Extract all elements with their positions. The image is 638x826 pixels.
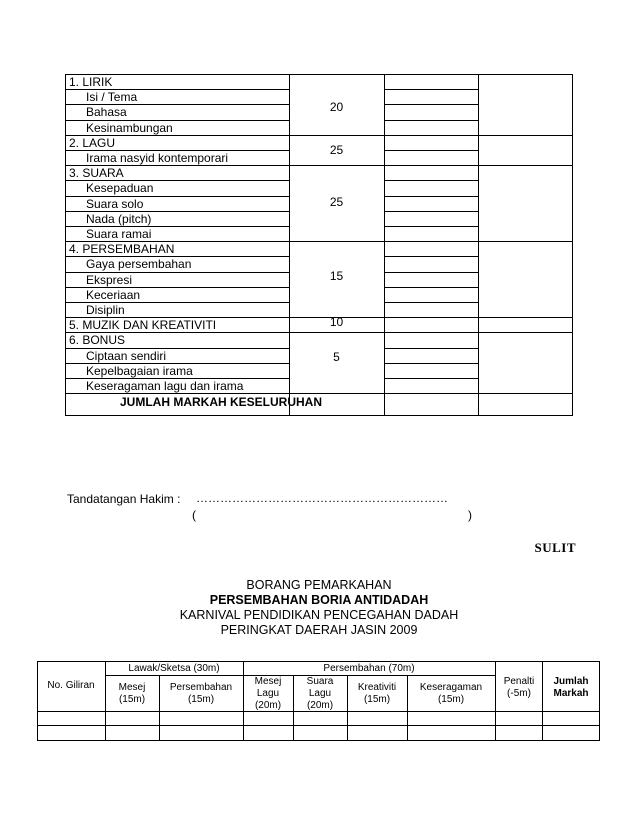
criteria-subitem: Keceriaan (86, 287, 141, 302)
marks-lirik: 20 (329, 100, 344, 114)
marks-muzik: 10 (329, 315, 344, 329)
criteria-heading: 6. BONUS (69, 333, 126, 348)
header-keseragaman: Keseragaman (15m) (419, 682, 483, 705)
header-persembahan: Persembahan (70m) (323, 663, 415, 674)
signature-paren-close: ) (468, 508, 472, 522)
marks-persembahan: 15 (329, 269, 344, 283)
header-kreativiti: Kreativiti (15m) (357, 682, 397, 705)
criteria-subitem: Bahasa (86, 105, 127, 120)
criteria-subitem: Keseragaman lagu dan irama (86, 379, 244, 393)
header-jumlah-markah: Jumlah Markah (553, 676, 589, 699)
score-table (65, 74, 573, 416)
criteria-subitem: Irama nasyid kontemporari (86, 151, 229, 165)
criteria-subitem: Isi / Tema (86, 90, 138, 105)
criteria-heading: 2. LAGU (69, 135, 116, 150)
event-level: PERINGKAT DAERAH JASIN 2009 (220, 623, 418, 637)
criteria-subitem: Kesepaduan (86, 181, 154, 196)
criteria-subitem: Suara solo (86, 196, 144, 211)
signature-label: Tandatangan Hakim : (67, 492, 181, 506)
header-no-giliran: No. Giliran (47, 680, 95, 691)
criteria-subitem: Kepelbagaian irama (86, 363, 193, 378)
criteria-subitem: Kesinambungan (86, 120, 173, 135)
criteria-subitem: Ciptaan sendiri (86, 348, 167, 363)
criteria-subitem: Gaya persembahan (86, 257, 192, 272)
header-lawak-sketsa: Lawak/Sketsa (30m) (128, 663, 220, 674)
marks-lagu: 25 (329, 143, 344, 157)
form-subtitle: PERSEMBAHAN BORIA ANTIDADAH (209, 593, 429, 607)
criteria-heading: 5. MUZIK DAN KREATIVITI (69, 318, 217, 333)
signature-paren-open: ( (192, 508, 196, 522)
criteria-subitem: Disiplin (86, 303, 125, 317)
total-label: JUMLAH MARKAH KESELURUHAN (120, 395, 322, 409)
criteria-subitem: Nada (pitch) (86, 211, 152, 226)
marks-suara: 25 (329, 195, 344, 209)
sulit-label: SULIT (534, 540, 576, 555)
header-mesej-lagu: Mesej Lagu (20m) (254, 676, 282, 711)
form-title: BORANG PEMARKAHAN (246, 578, 392, 592)
criteria-heading: 1. LIRIK (69, 75, 113, 89)
header-penalti: Penalti (-5m) (503, 676, 535, 699)
header-lawak-persembahan: Persembahan (15m) (169, 682, 233, 705)
criteria-heading: 3. SUARA (69, 166, 124, 181)
criteria-heading: 4. PERSEMBAHAN (69, 242, 175, 257)
header-lawak-mesej: Mesej (15m) (118, 682, 146, 705)
form-table (37, 661, 600, 741)
signature-line: ……………………………………………………… (196, 491, 448, 505)
criteria-subitem: Suara ramai (86, 227, 152, 241)
header-suara-lagu: Suara Lagu (20m) (306, 676, 334, 711)
event-name: KARNIVAL PENDIDIKAN PENCEGAHAN DADAH (179, 608, 459, 622)
marks-bonus: 5 (333, 350, 340, 364)
criteria-subitem: Ekspresi (86, 272, 133, 287)
